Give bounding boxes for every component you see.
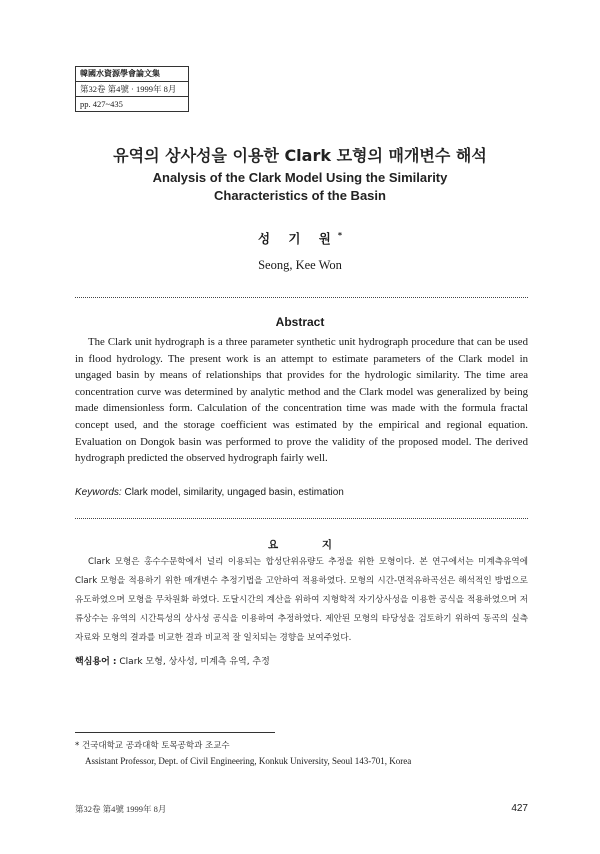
author-english: Seong, Kee Won (258, 258, 342, 272)
journal-info-box (75, 66, 189, 112)
author-korean-name: 성 기 원 (257, 231, 338, 246)
keywords-label: Keywords: (75, 487, 122, 498)
divider-middle (75, 518, 528, 519)
page-footer-issue: 第32卷 第4號 1999年 8月 (75, 804, 167, 814)
title-english-line1: Analysis of the Clark Model Using the Similarity (152, 170, 448, 185)
title-english-line2: Characteristics of the Basin (214, 188, 386, 203)
korean-abstract-heading: 요 지 (268, 539, 352, 551)
korean-keywords (75, 654, 528, 667)
keywords-text: Clark model, similarity, ungaged basin, estimation (124, 487, 344, 498)
author-korean (0, 229, 600, 247)
footnote-rule (75, 732, 275, 733)
korean-keywords-text: Clark 모형, 상사성, 미계측 유역, 추정 (119, 657, 270, 667)
title-korean: 유역의 상사성을 이용한 Clark 모형의 매개변수 해석 (113, 146, 487, 165)
keywords (75, 487, 528, 498)
journal-name: 韓國水資源學會論文集 (76, 67, 188, 82)
page-number: 427 (511, 803, 528, 814)
abstract-body: The Clark unit hydrograph is a three parameter synthetic unit hydrograph procedure that can be used in flood hydrology. The present work is an attempt to estimate parameters of the Clark model in ungaged basin by means of relationships that provides for the hydrologic similarity. The time area concentration curve was determined by analytic method and the Clark model was generalized by being made dimensionless form. Calculation of the concentration time was made with the formula fractal concept used, and the storage coefficient was estimated by the empirical and regional equation. Evaluation on Dongok basin was performed to prove the validity of the proposed model. The derived hydrograph predicted the observed hydrograph fairly well. (75, 336, 528, 465)
journal-volume: 第32卷 第4號 · 1999年 8月 (76, 82, 188, 97)
footnote (75, 739, 535, 769)
divider-top (75, 297, 528, 298)
footnote-affiliation-korean: * 건국대학교 공과대학 토목공학과 조교수 (75, 741, 230, 751)
korean-keywords-label: 핵심용어 : (75, 657, 117, 667)
footnote-affiliation-english: Assistant Professor, Dept. of Civil Engineering, Konkuk University, Seoul 143-701, Korea (85, 756, 412, 766)
journal-pages: pp. 427~435 (80, 99, 123, 109)
abstract-heading: Abstract (275, 315, 325, 329)
author-footnote-mark: * (337, 230, 343, 240)
korean-abstract-body: Clark 모형은 홍수수문학에서 널리 이용되는 합성단위유량도 추정을 위한 모형이다. 본 연구에서는 미계측유역에 Clark 모형을 적용하기 위한 매개변수 추정기법을 고안하여 적용하였다. 모형의 시간-면적유하곡선은 해석적인 방법으로 유도하였으며 모형을 무차원화 하였다. 도달시간의 계산을 위하여 지형학적 자기상사성을 이용한 공식을 적용하였으며 저류상수는 유역의 시간특성의 상사성 공식을 이용하여 추정하였다. 제안된 모형의 타당성을 검토하기 위하여 동곡의 실측자료와 모형의 결과를 비교한 결과 비교적 잘 일치되는 경향을 보여주었다. (75, 557, 528, 643)
